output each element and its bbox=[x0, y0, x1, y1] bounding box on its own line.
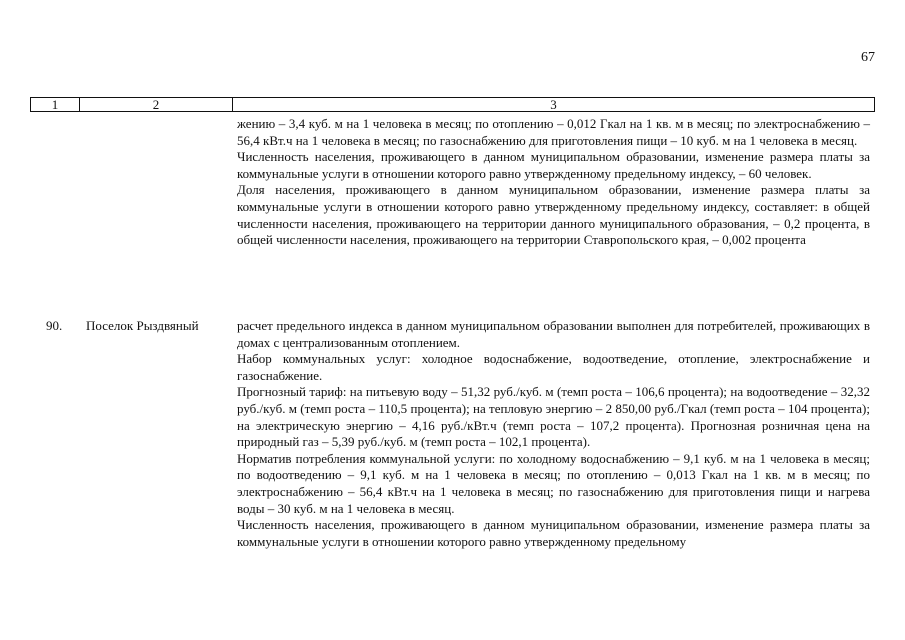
paragraph: расчет предельного индекса в данном муниципальном образовании выполнен для потребителей, проживающих в домах с централизованным отоплением. bbox=[237, 318, 870, 350]
table-header-col-2: 2 bbox=[80, 98, 233, 111]
page-number: 67 bbox=[861, 50, 875, 65]
paragraph: жению – 3,4 куб. м на 1 человека в месяц; по отоплению – 0,012 Гкал на 1 кв. м в месяц; по электроснабжению – 56,4 кВт.ч на 1 человека в месяц; по газоснабжению для приготовления пищи – 10 куб. м на 1 человека в месяц. bbox=[237, 116, 870, 148]
table-header-col-3: 3 bbox=[550, 97, 557, 112]
paragraph: Норматив потребления коммунальной услуги: по холодному водоснабжению – 9,1 куб. м на 1 человека в месяц; по водоотведению – 9,1 куб. м на 1 человека в месяц; по отоплению – 0,013 Гкал на 1 кв. м в месяц; по электроснабжению – 56,4 кВт.ч на 1 человека в месяц; по газоснабжению для приготовления пищи и нагрева воды – 30 куб. м на 1 человека в месяц. bbox=[237, 450, 870, 516]
table-header-row bbox=[30, 97, 875, 112]
paragraph: Прогнозный тариф: на питьевую воду – 51,32 руб./куб. м (темп роста – 106,6 процента); на водоотведение – 32,32 руб./куб. м (темп роста – 110,5 процента); на тепловую энергию – 2 850,00 руб./Гкал (темп роста – 104 процента); на электрическую энергию – 4,16 руб./кВт.ч (темп роста – 107,2 процента). Прогнозная розничная цена на природный газ – 5,39 руб./куб. м (темп роста – 102,1 процента). bbox=[237, 384, 870, 450]
entry-name: Поселок Рыздвяный bbox=[86, 318, 199, 333]
paragraph: Численность населения, проживающего в данном муниципальном образовании, изменение размера платы за коммунальные услуги в отношении которого равно утвержденному предельному bbox=[237, 517, 870, 549]
entry-number: 90. bbox=[46, 318, 63, 333]
entry-text bbox=[237, 318, 870, 550]
paragraph: Численность населения, проживающего в данном муниципальном образовании, изменение размера платы за коммунальные услуги в отношении которого равно утвержденному предельному индексу, – 60 человек. bbox=[237, 149, 870, 181]
table-header-col-1: 1 bbox=[31, 98, 80, 111]
paragraph: Набор коммунальных услуг: холодное водоснабжение, водоотведение, отопление, электроснабжение и газоснабжение. bbox=[237, 351, 870, 383]
continued-entry-text bbox=[237, 116, 870, 249]
paragraph: Доля населения, проживающего в данном муниципальном образовании, изменение размера платы за коммунальные услуги в отношении которого равно утвержденному предельному индексу, составляет: в общей численности населения, проживающего на территории данного муниципального образования, – 0,2 процента, в общей численности населения, проживающего на территории Ставропольского края, – 0,002 процента bbox=[237, 182, 870, 248]
